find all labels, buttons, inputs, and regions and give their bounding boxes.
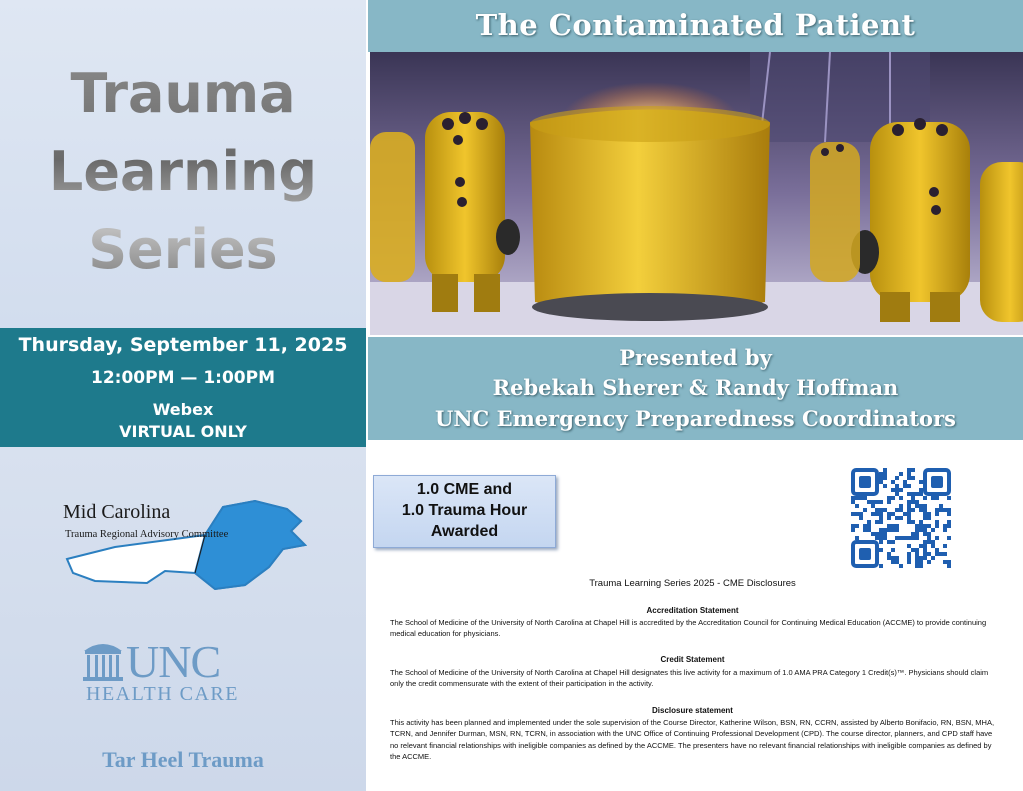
presented-by-label: Presented by: [619, 345, 772, 370]
hazmat-suits-image: [370, 52, 1023, 335]
disclosures-heading: Trauma Learning Series 2025 - CME Disclosures: [589, 578, 796, 589]
logos-panel: [0, 447, 366, 791]
tar-heel-trauma-label: Tar Heel Trauma: [102, 747, 264, 772]
credit-line-1: 1.0 CME and: [416, 481, 513, 498]
old-well-icon: [80, 637, 126, 685]
qr-code-graphic: [850, 467, 952, 570]
accreditation-title: Accreditation Statement: [646, 606, 739, 615]
credit-line-2: 1.0 Trauma Hour: [401, 502, 528, 519]
unc-wordmark: UNC: [126, 636, 221, 687]
series-panel: [0, 0, 366, 328]
series-title-line-2: Learning: [48, 140, 318, 203]
unc-health-care-logo: [80, 635, 280, 715]
qr-code-icon[interactable]: [850, 467, 952, 570]
credit-statement-body: The School of Medicine of the University of North Carolina at Chapel Hill designates this live activity for a maximum of 1.0 AMA PRA Category 1 Credit(s)™. Physicians should claim only the credit commensurate with the extent of their participation in the activity.: [390, 668, 989, 689]
event-time: 12:00PM — 1:00PM: [91, 368, 275, 388]
credit-award-box: [373, 475, 556, 548]
rac-name: Mid Carolina: [63, 501, 171, 523]
presenter-role: UNC Emergency Preparedness Coordinators: [435, 406, 956, 431]
date-panel: [0, 328, 366, 447]
event-title: The Contaminated Patient: [475, 8, 916, 42]
event-platform: Webex: [152, 400, 214, 419]
disclosure-title: Disclosure statement: [652, 706, 733, 715]
presenter-names: Rebekah Sherer & Randy Hoffman: [492, 375, 899, 400]
presenter-banner: [368, 337, 1023, 440]
title-banner: [368, 0, 1023, 52]
series-title-line-1: Trauma: [70, 62, 296, 125]
event-date: Thursday, September 11, 2025: [18, 334, 348, 356]
accreditation-body: The School of Medicine of the University of North Carolina at Chapel Hill is accredited by the Accreditation Council for Continuing Medical Education (ACCME) to provide continuing medical education for physicians.: [390, 618, 987, 639]
event-format: VIRTUAL ONLY: [119, 422, 247, 441]
rac-logo: [55, 487, 315, 597]
series-title-line-3: Series: [88, 218, 278, 281]
disclosure-body: This activity has been planned and implemented under the sole supervision of the Course Director, Katherine Wilson, BSN, RN, CCRN, assisted by Alberto Bonifacio, RN, BSN, MHA, TCRN, and Jennifer Durman, MSN, RN, TCRN, in association with the UNC Office of Continuing Professional Development (CPD). The course director, planners, and CPD staff have no relevant financial relationships with ineligible companies as defined by the ACCME. The presenters have no relevant financial relationships with ineligible companies as defined by the ACCME.: [390, 718, 995, 762]
credit-line-3: Awarded: [430, 523, 499, 540]
rac-subtitle: Trauma Regional Advisory Committee: [65, 529, 229, 540]
unc-subtitle: HEALTH CARE: [86, 683, 239, 705]
credit-statement-title: Credit Statement: [660, 655, 725, 664]
series-title: [0, 55, 366, 289]
hazmat-scene: [370, 52, 1023, 335]
